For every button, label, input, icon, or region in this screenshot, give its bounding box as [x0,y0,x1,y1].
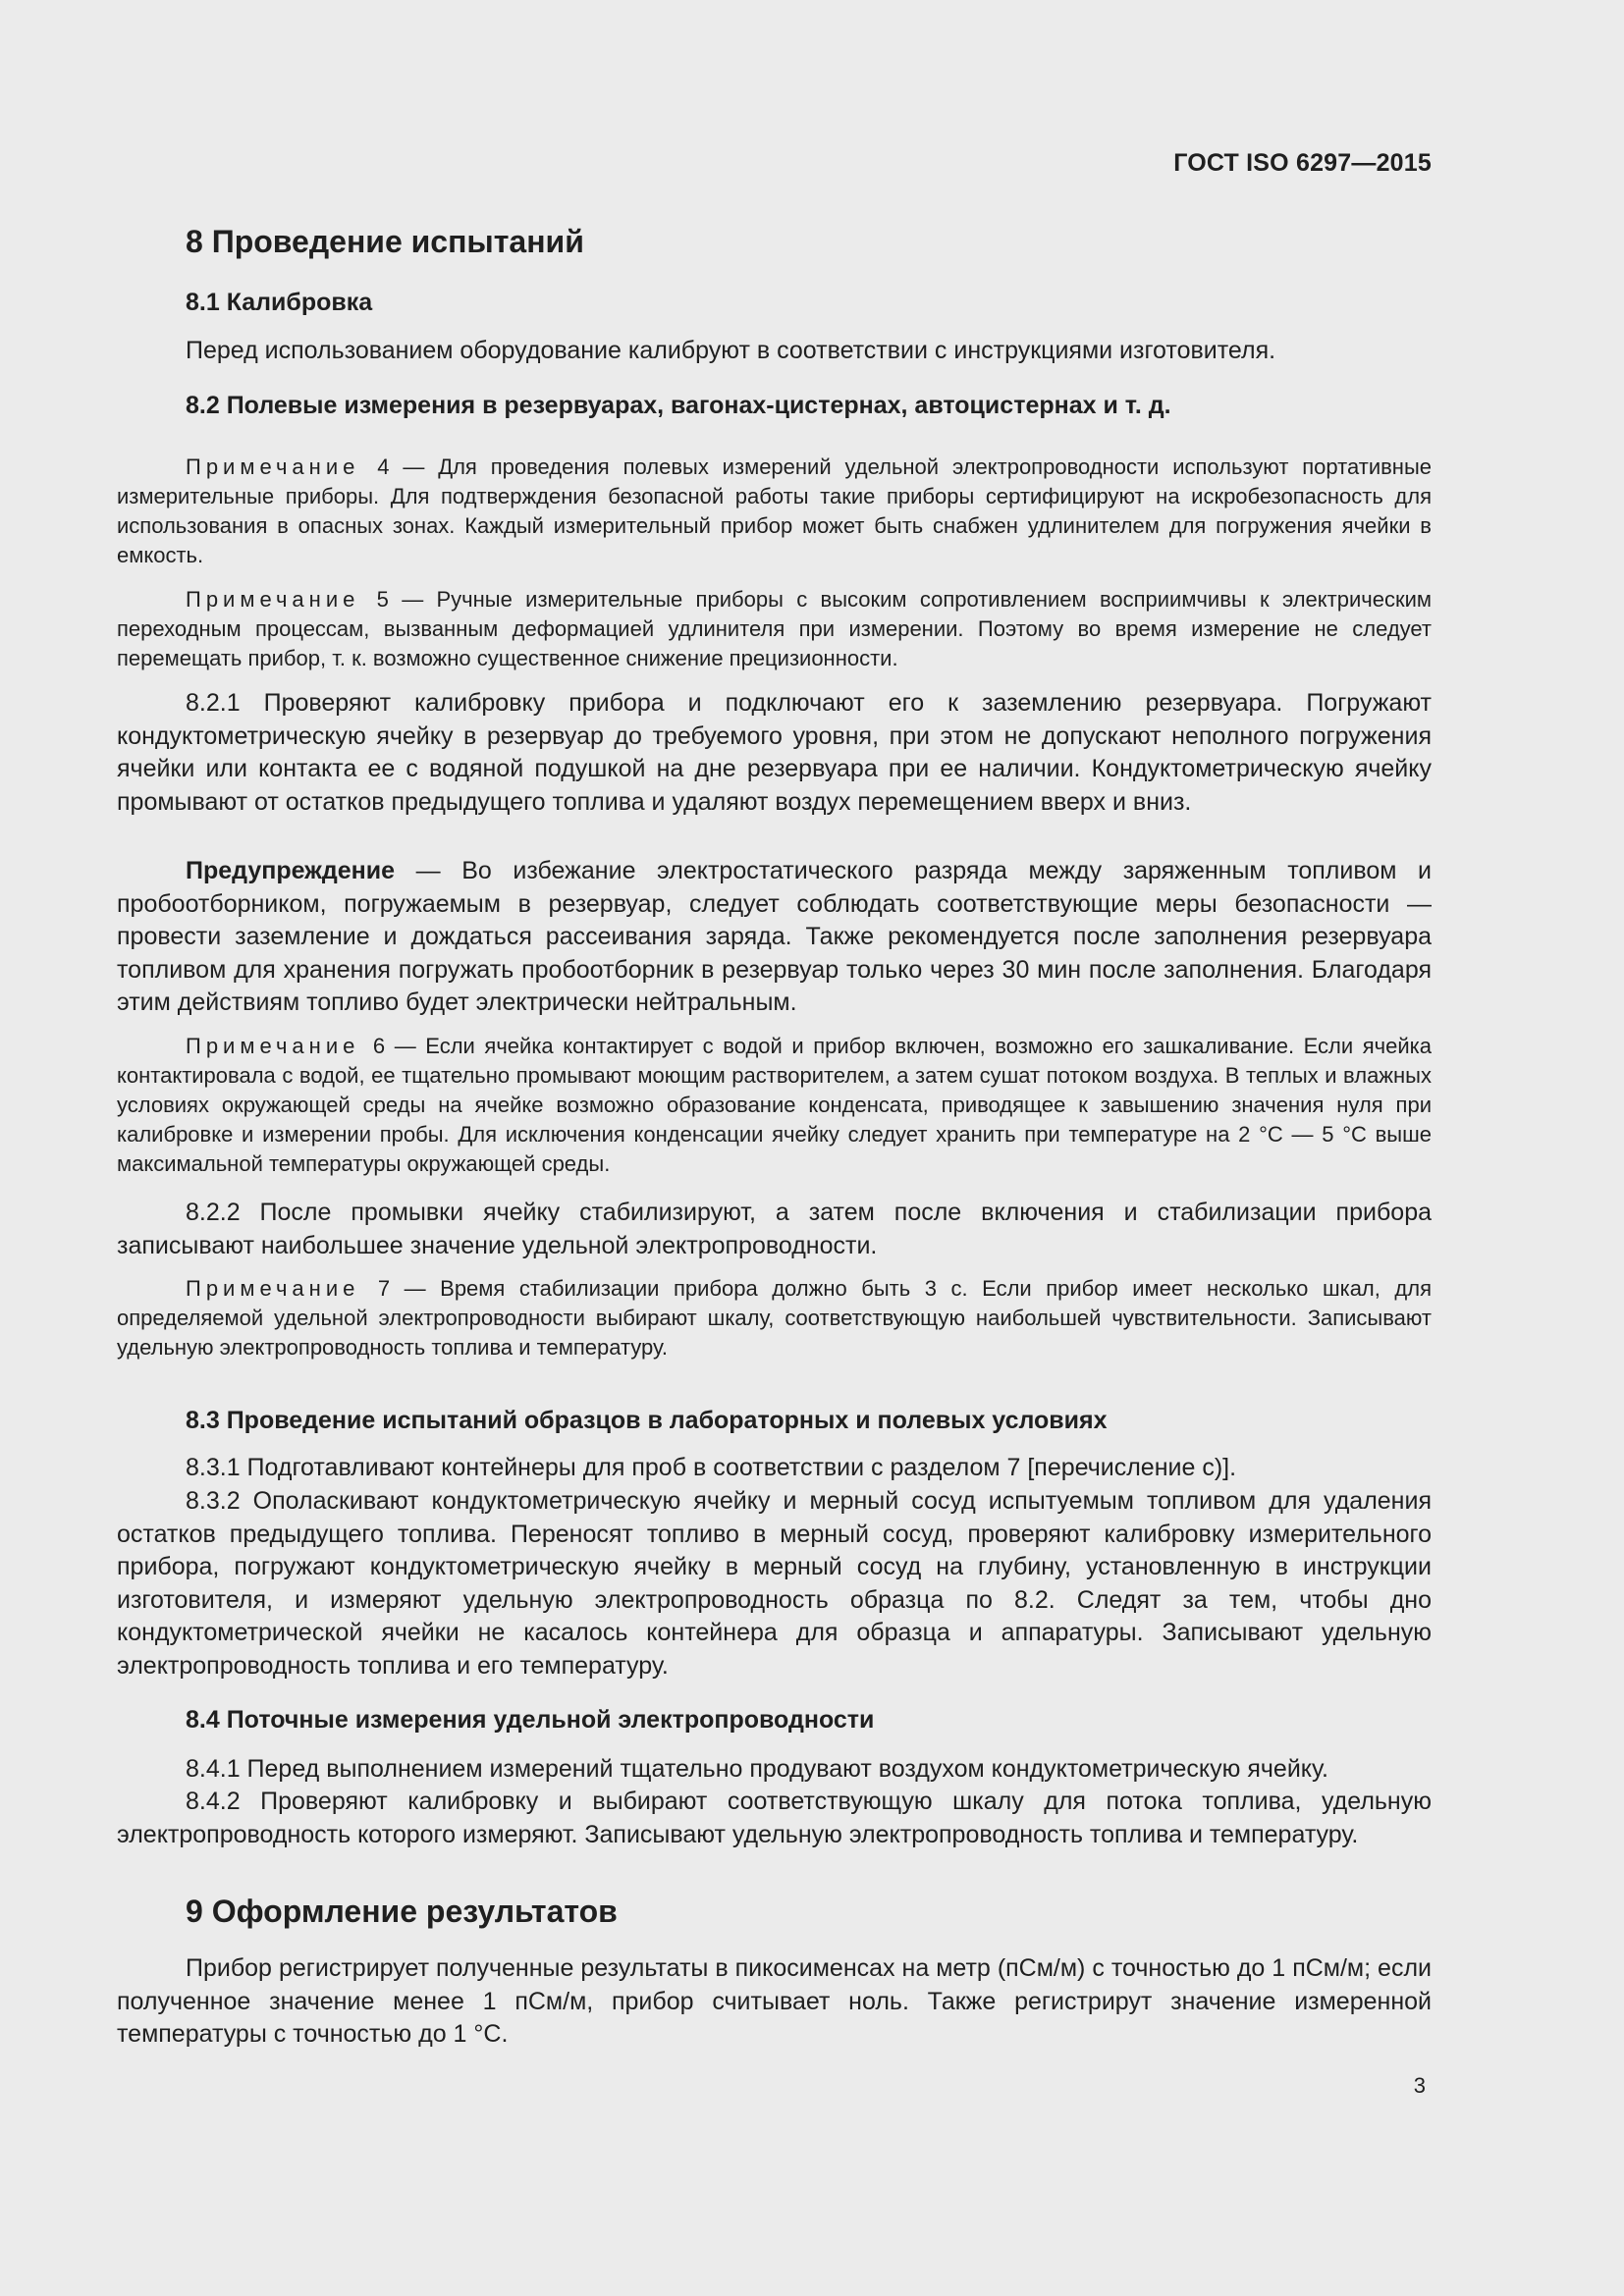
note-6 [117,1032,1432,1179]
paragraph-8-4-2: 8.4.2 Проверяют калибровку и выбирают соответствующую шкалу для потока топлива, удельную электропроводность которого измеряют. Записывают удельную электропроводность топлива и температуру. [117,1788,1432,1848]
section-8-1-title: 8.1 Калибровка [186,289,373,316]
section-9-text: Прибор регистрирует полученные результаты в пикосименсах на метр (пСм/м) с точностью до 1 пСм/м; если полученное значение менее 1 пСм/м, прибор считывает ноль. Также регистрирут значение измеренной температуры с точностью до 1 °C. [117,1954,1432,2048]
section-8-3-title: 8.3 Проведение испытаний образцов в лабораторных и полевых условиях [186,1407,1108,1434]
paragraph-8-4-1: 8.4.1 Перед выполнением измерений тщательно продувают воздухом кондуктометрическую ячейку. [186,1755,1328,1783]
note-7-text: 7 — Время стабилизации прибора должно быть 3 с. Если прибор имеет несколько шкал, для определяемой удельной электропроводности выбирают шкалу, соответствующую наибольшей чувствительности. Записывают удельную электропроводность топлива и температуру. [117,1276,1432,1360]
note-7 [117,1274,1432,1362]
note-6-label: Примечание [186,1034,360,1058]
section-8-title: 8 Проведение испытаний [186,224,584,259]
page-number: 3 [1413,2073,1426,2098]
note-5-text: 5 — Ручные измерительные приборы с высоким сопротивлением восприимчивы к электрическим переходным процессам, вызванным деформацией удлинителя при измерении. Поэтому во время измерение не следует перемещать прибор, т. к. возможно существенное снижение прецизионности. [117,587,1432,670]
note-4-label: Примечание [186,454,360,479]
note-4 [117,453,1432,570]
warning-paragraph [117,855,1432,1020]
warning-text: — Во избежание электростатического разряда между заряженным топливом и пробоотборником, погружаемым в резервуар, следует соблюдать соответствующие меры безопасности — провести заземление и дождаться рассеивания заряда. Также рекомендуется после заполнения резервуара топливом для хранения погружать пробоотборник в резервуар только через 30 мин после заполнения. Благодаря этим действиям топливо будет электрически нейтральным. [117,857,1432,1016]
section-8-4-title: 8.4 Поточные измерения удельной электропроводности [186,1706,875,1734]
document-page [117,0,1432,2296]
section-9-title: 9 Оформление результатов [186,1894,618,1929]
section-8-1-text: Перед использованием оборудование калибруют в соответствии с инструкциями изготовителя. [186,337,1276,364]
section-8-2-title: 8.2 Полевые измерения в резервуарах, вагонах-цистернах, автоцистернах и т. д. [186,392,1171,419]
warning-label: Предупреждение [186,857,396,884]
note-6-text: 6 — Если ячейка контактирует с водой и прибор включен, возможно его зашкаливание. Если ячейка контактировала с водой, ее тщательно промывают моющим растворителем, а затем сушат потоком воздуха. В теплых и влажных условиях окружающей среды на ячейке возможно образование конденсата, приводящее к завышению значения нуля при калибровке и измерении пробы. Для исключения конденсации ячейку следует хранить при температуре на 2 °C — 5 °C выше максимальной температуры окружающей среды. [117,1034,1432,1176]
paragraph-8-2-2: 8.2.2 После промывки ячейку стабилизируют, а затем после включения и стабилизации прибора записывают наибольшее значение удельной электропроводности. [117,1199,1432,1259]
note-7-label: Примечание [186,1276,360,1301]
note-4-text: 4 — Для проведения полевых измерений удельной электропроводности используют портативные измерительные приборы. Для подтверждения безопасной работы такие приборы сертифицируют на искробезопасность для использования в опасных зонах. Каждый измерительный прибор может быть снабжен удлинителем для погружения ячейки в емкость. [117,454,1432,567]
paragraph-8-3-2: 8.3.2 Ополаскивают кондуктометрическую ячейку и мерный сосуд испытуемым топливом для удаления остатков предыдущего топлива. Переносят топливо в мерный сосуд, проверяют калибровку измерительного прибора, погружают кондуктометрическую ячейку в мерный сосуд на глубину, установленную в инструкции изготовителя, и измеряют удельную электропроводность образца по 8.2. Следят за тем, чтобы дно кондуктометрической ячейки не касалось контейнера для образца и аппаратуры. Записывают удельную электропроводность топлива и его температуру. [117,1487,1432,1680]
note-5 [117,585,1432,673]
note-5-label: Примечание [186,587,360,612]
document-code: ГОСТ ISO 6297—2015 [1173,149,1432,177]
paragraph-8-2-1: 8.2.1 Проверяют калибровку прибора и подключают его к заземлению резервуара. Погружают кондуктометрическую ячейку в резервуар до требуемого уровня, при этом не допускают неполного погружения ячейки или контакта ее с водяной подушкой на дне резервуара при ее наличии. Кондуктометрическую ячейку промывают от остатков предыдущего топлива и удаляют воздух перемещением вверх и вниз. [117,689,1432,816]
paragraph-8-3-1: 8.3.1 Подготавливают контейнеры для проб в соответствии с разделом 7 [перечисление с)]. [186,1454,1237,1481]
